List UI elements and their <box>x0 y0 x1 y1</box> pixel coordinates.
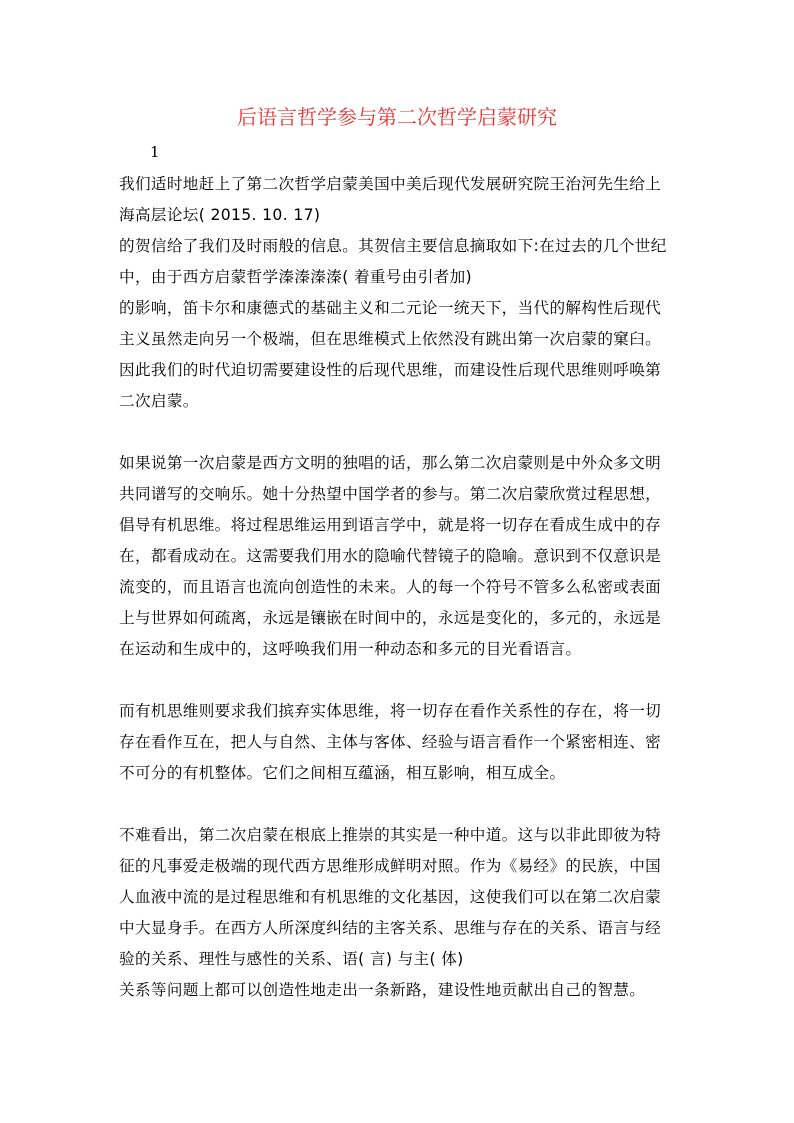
text-line: 验的关系、理性与感性的关系、语( 言) 与主( 体) <box>119 950 464 968</box>
paragraph <box>119 975 679 1006</box>
text-line: 不难看出，第二次启蒙在根底上推崇的其实是一种中道。这与以非此即彼为特 <box>119 826 662 844</box>
paragraph-gap <box>119 417 679 448</box>
paragraph <box>119 293 679 417</box>
text-line: 倡导有机思维。将过程思维运用到语言学中，就是将一切存在看成生成中的存 <box>119 516 662 534</box>
text-line: 在，都看成动在。这需要我们用水的隐喻代替镜子的隐喻。意识到不仅意识是 <box>119 547 662 565</box>
text-line: 海高层论坛( 2015. 10. 17) <box>119 206 321 224</box>
text-line: 而有机思维则要求我们摈弃实体思维，将一切存在看作关系性的存在，将一切 <box>119 702 662 720</box>
text-line: 的贺信给了我们及时雨般的信息。其贺信主要信息摘取如下:在过去的几个世纪 <box>119 237 667 255</box>
text-line: 如果说第一次启蒙是西方文明的独唱的话，那么第二次启蒙则是中外众多文明 <box>119 454 662 472</box>
text-line: 我们适时地赶上了第二次哲学启蒙美国中美后现代发展研究院王治河先生给上 <box>119 175 662 193</box>
paragraph <box>119 231 679 293</box>
text-line: 上与世界如何疏离，永远是镶嵌在时间中的，永远是变化的，多元的，永远是 <box>119 609 662 627</box>
text-line: 的影响，笛卡尔和康德式的基础主义和二元论一统天下，当代的解构性后现代 <box>119 299 662 317</box>
paragraph-gap <box>119 789 679 820</box>
paragraph <box>119 820 679 975</box>
paragraph <box>119 169 679 231</box>
document-title: 后语言哲学参与第二次哲学启蒙研究 <box>237 105 557 129</box>
paragraph <box>119 448 679 665</box>
text-line: 中大显身手。在西方人所深度纠结的主客关系、思维与存在的关系、语言与经 <box>119 919 662 937</box>
text-line: 关系等问题上都可以创造性地走出一条新路，建设性地贡献出自己的智慧。 <box>119 981 646 999</box>
text-line: 中，由于西方启蒙哲学溱溱溱溱( 着重号由引者加) <box>119 268 472 286</box>
text-line: 因此我们的时代迫切需要建设性的后现代思维，而建设性后现代思维则呼唤第 <box>119 361 662 379</box>
text-line: 流变的，而且语言也流向创造性的未来。人的每一个符号不管多么私密或表面 <box>119 578 662 596</box>
page-number: 1 <box>150 143 160 161</box>
text-line: 人血液中流的是过程思维和有机思维的文化基因，这使我们可以在第二次启蒙 <box>119 888 662 906</box>
text-line: 共同谱写的交响乐。她十分热望中国学者的参与。第二次启蒙欣赏过程思想， <box>119 485 662 503</box>
document-body <box>119 169 679 1006</box>
text-line: 存在看作互在，把人与自然、主体与客体、经验与语言看作一个紧密相连、密 <box>119 733 662 751</box>
text-line: 不可分的有机整体。它们之间相互蕴涵，相互影响，相互成全。 <box>119 764 566 782</box>
text-line: 在运动和生成中的，这呼唤我们用一种动态和多元的目光看语言。 <box>119 640 582 658</box>
paragraph <box>119 696 679 789</box>
text-line: 二次启蒙。 <box>119 392 199 410</box>
text-line: 主义虽然走向另一个极端，但在思维模式上依然没有跳出第一次启蒙的窠臼。 <box>119 330 662 348</box>
paragraph-gap <box>119 665 679 696</box>
text-line: 征的凡事爱走极端的现代西方思维形成鲜明对照。作为《易经》的民族，中国 <box>119 857 662 875</box>
